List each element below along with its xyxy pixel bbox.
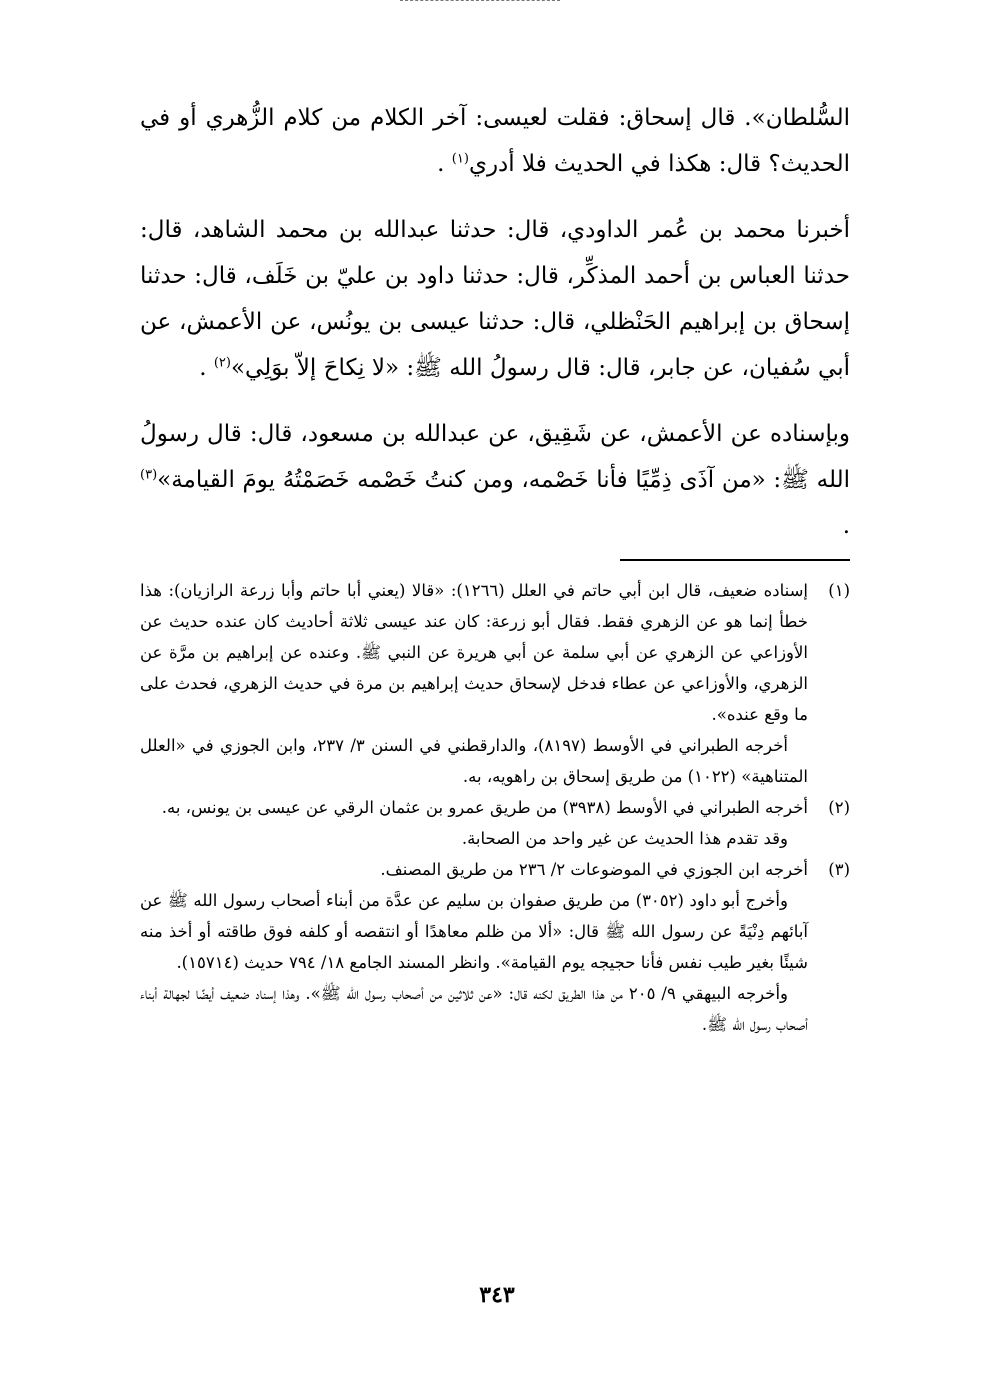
footnote-number: (٢) bbox=[828, 798, 850, 817]
paragraph-text: أخبرنا محمد بن عُمر الداودي، قال: حدثنا عبدالله بن محمد الشاهد، قال: حدثنا العباس بن أحمد المذكِّر، قال: حدثنا داود بن عليّ بن خَلَف، قال: حدثنا إسحاق بن إبراهيم الحَنْظلي، قال: حدثنا عيسى بن يونُس، عن الأعمش، عن أبي سُفيان، عن جابر، قال: قال رسولُ الله ﷺ: «لا نِكاحَ إلاّ بوَلِي» bbox=[140, 217, 851, 381]
footnote-ref[interactable]: (٢) bbox=[213, 355, 231, 371]
footnote-ref[interactable]: (٣) bbox=[140, 467, 158, 483]
header-rule bbox=[400, 0, 560, 1]
footnote bbox=[140, 792, 850, 854]
paragraph-text: السُّلطان». قال إسحاق: فقلت لعيسى: آخر الكلام من كلام الزُّهري أو في الحديث؟ قال: هكذا في الحديث فلا أدري bbox=[140, 105, 850, 177]
main-paragraph bbox=[140, 95, 850, 187]
paragraph-tail: . bbox=[199, 355, 214, 381]
footnote-line: أخرجه ابن الجوزي في الموضوعات ٢/ ٢٣٦ من طريق المصنف. bbox=[380, 860, 808, 879]
footnote bbox=[140, 575, 850, 792]
footnote bbox=[140, 854, 850, 1040]
footnote-body bbox=[140, 575, 808, 792]
footnote-line: وأخرجه البيهقي ٩/ ٢٠٥ من هذا الطريق لكنه قال: «عن ثلاثين من أصحاب رسول الله ﷺ». وهذا إسناد ضعيف أيضًا لجهالة أبناء أصحاب رسول الله ﷺ. bbox=[140, 984, 808, 1034]
main-paragraph bbox=[140, 411, 850, 549]
footnotes bbox=[140, 575, 850, 1040]
paragraph-tail: . bbox=[842, 513, 850, 539]
paragraph-tail: . bbox=[437, 151, 452, 177]
footnote-line: وقد تقدم هذا الحديث عن غير واحد من الصحابة. bbox=[461, 829, 788, 848]
footnote-body bbox=[140, 854, 808, 1040]
footnote-body bbox=[140, 792, 808, 854]
footnote-line: إسناده ضعيف، قال ابن أبي حاتم في العلل (١٢٦٦): «قالا (يعني أبا حاتم وأبا زرعة الرازيان): هذا خطأ إنما هو عن الزهري فقط. فقال أبو زرعة: كان عند عيسى ثلاثة أحاديث كان عنده حديث عن الأوزاعي عن الزهري عن أبي سلمة عن أبي هريرة عن النبي ﷺ. وعنده عن إبراهيم بن مرَّة عن الزهري، والأوزاعي عن عطاء فدخل لإسحاق حديث إبراهيم بن مرة في حديث الزهري، فحدث على ما وقع عنده». bbox=[140, 581, 808, 724]
main-paragraph bbox=[140, 207, 850, 391]
page-body bbox=[140, 95, 850, 1040]
footnote-line: أخرجه الطبراني في الأوسط (٣٩٣٨) من طريق عمرو بن عثمان الرقي عن عيسى بن يونس، به. bbox=[161, 798, 808, 817]
footnote-number: (١) bbox=[828, 581, 850, 600]
paragraph-text: وبإسناده عن الأعمش، عن شَقِيق، عن عبدالله بن مسعود، قال: قال رسولُ الله ﷺ: «من آذَى ذِمِّيًا فأنا خَصْمه، ومن كنتُ خَصْمه خَصَمْتُهُ يومَ القيامة» bbox=[140, 421, 850, 493]
footnote-line: وأخرج أبو داود (٣٠٥٢) من طريق صفوان بن سليم عن عدَّة من أبناء أصحاب رسول الله ﷺ عن آبائهم دِنْيَةً عن رسول الله ﷺ قال: «ألا من ظلم معاهدًا أو انتقصه أو كلفه فوق طاقته أو أخذ منه شيئًا بغير طيب نفس فأنا حجيجه يوم القيامة». وانظر المسند الجامع ١٨/ ٧٩٤ حديث (١٥٧١٤). bbox=[140, 891, 808, 972]
main-text bbox=[140, 95, 850, 549]
page-number: ٣٤٣ bbox=[479, 1282, 515, 1308]
footnote-separator bbox=[620, 559, 850, 561]
footnote-ref[interactable]: (١) bbox=[451, 151, 469, 167]
footnote-number: (٣) bbox=[828, 860, 850, 879]
footnote-line: أخرجه الطبراني في الأوسط (٨١٩٧)، والدارقطني في السنن ٣/ ٢٣٧، وابن الجوزي في «العلل المتناهية» (١٠٢٢) من طريق إسحاق بن راهويه، به. bbox=[140, 736, 808, 786]
